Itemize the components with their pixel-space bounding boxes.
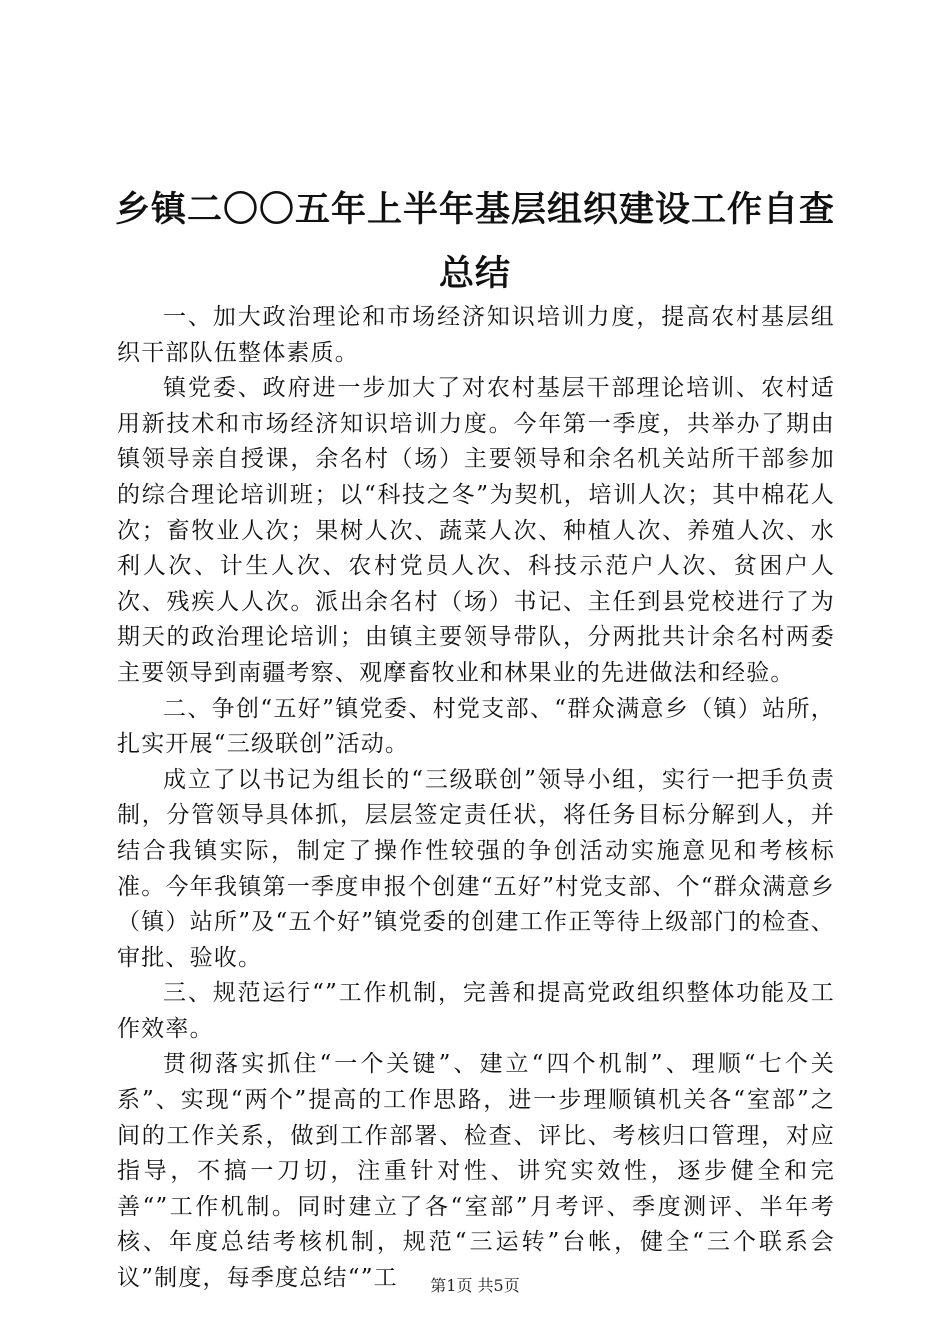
section-heading-2: 二、争创“五好”镇党委、村党支部、“群众满意乡（镇）站所，扎实开展“三级联创”活动。 bbox=[117, 695, 835, 758]
title-line-1: 乡镇二〇〇五年上半年基层组织建设工作自查 bbox=[114, 190, 835, 230]
title-line-2: 总结 bbox=[438, 254, 511, 294]
section-heading-1: 一、加大政治理论和市场经济知识培训力度，提高农村基层组织干部队伍整体素质。 bbox=[117, 304, 835, 366]
page-footer: 第1页 共5页 bbox=[430, 1276, 520, 1295]
body-paragraph: 镇党委、政府进一步加大了对农村基层干部理论培训、农村适用新技术和市场经济知识培训力度。今年第一季度，共举办了期由镇领导亲自授课，余名村（场）主要领导和余名机关站所干部参加的综合理论培训班；以“科技之冬”为契机，培训人次；其中棉花人次；畜牧业人次；果树人次、蔬菜人次、种植人次、养殖人次、水利人次、计生人次、农村党员人次、科技示范户人次、贫困户人次、残疾人人次。派出余名村（场）书记、主任到县党校进行了为期天的政治理论培训；由镇主要领导带队，分两批共计余名村两委主要领导到南疆考察、观摩畜牧业和林果业的先进做法和经验。 bbox=[117, 375, 835, 686]
body-paragraph: 成立了以书记为组长的“三级联创”领导小组，实行一把手负责制，分管领导具体抓，层层签定责任状，将任务目标分解到人，并结合我镇实际，制定了操作性较强的争创活动实施意见和考核标准。今年我镇第一季度申报个创建“五好”村党支部、个“群众满意乡（镇）站所”及“五个好”镇党委的创建工作正等待上级部门的检查、审批、验收。 bbox=[117, 766, 835, 971]
section-heading-3: 三、规范运行“”工作机制，完善和提高党政组织整体功能及工作效率。 bbox=[117, 980, 835, 1042]
body-paragraph: 贯彻落实抓住“一个关键”、建立“四个机制”、理顺“七个关系”、实现“两个”提高的工作思路，进一步理顺镇机关各“室部”之间的工作关系，做到工作部署、检查、评比、考核归口管理，对应指导，不搞一刀切，注重针对性、讲究实效性，逐步健全和完善“”工作机制。同时建立了各“室部”月考评、季度测评、半年考核、年度总结考核机制，规范“三运转”台帐，健全“三个联系会议”制度，每季度总结“”工 bbox=[117, 1051, 835, 1292]
document-body bbox=[117, 300, 835, 1297]
document-title bbox=[110, 178, 840, 306]
